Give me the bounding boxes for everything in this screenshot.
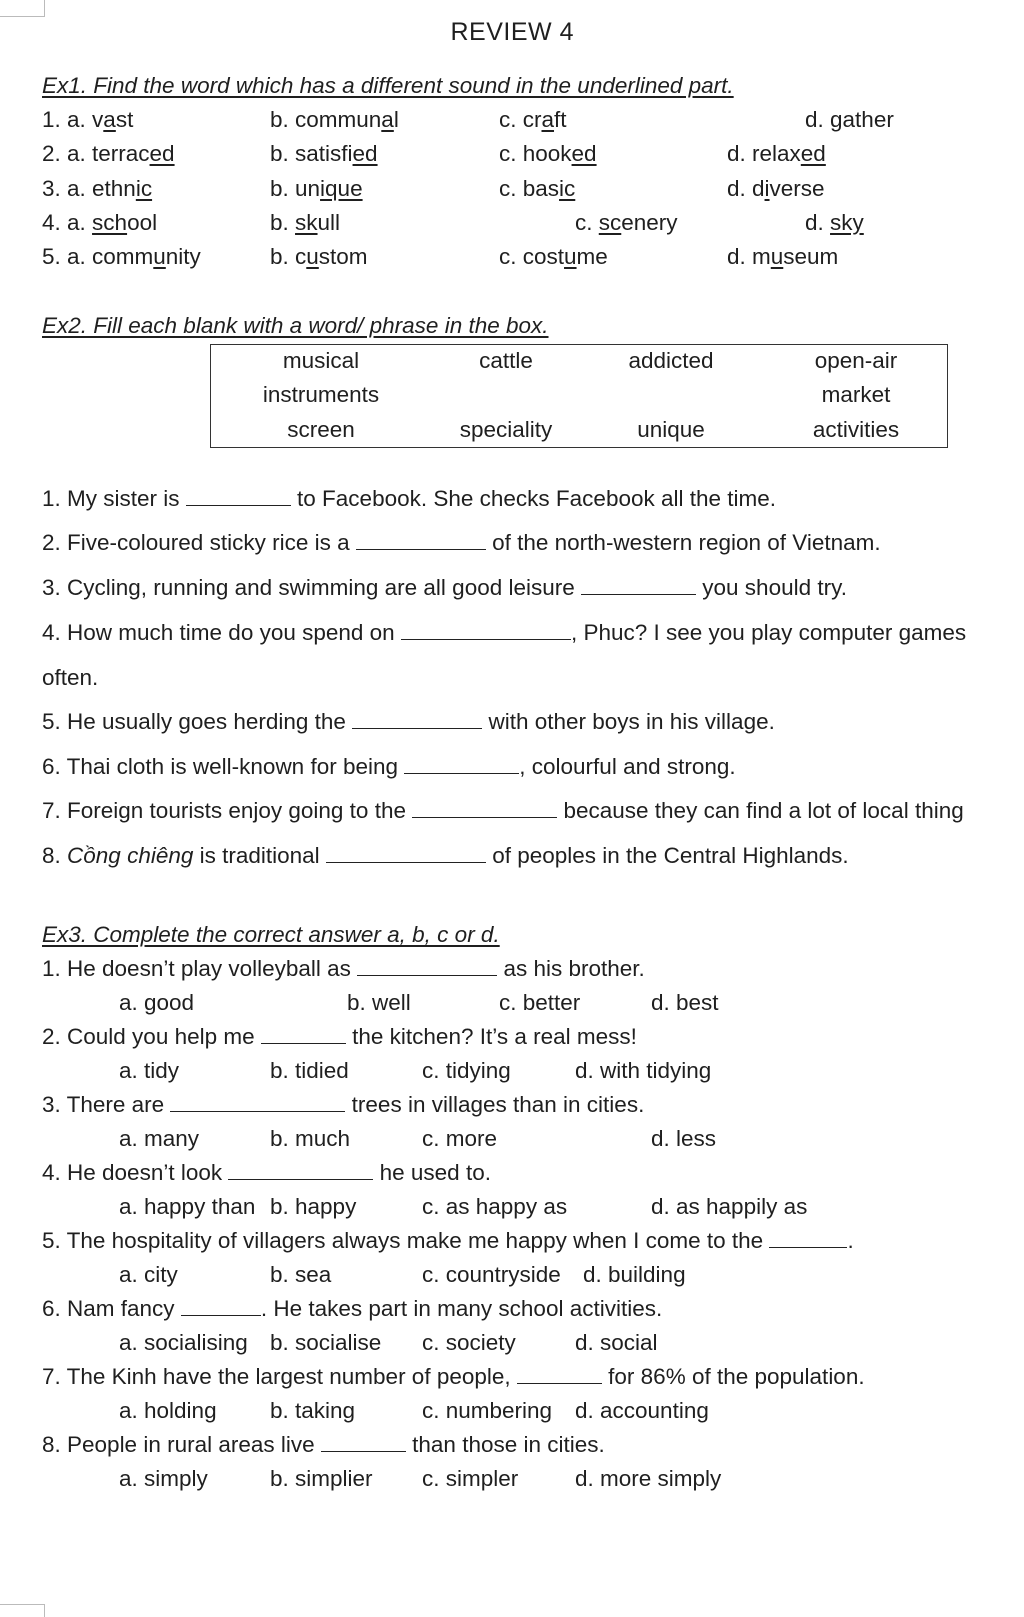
ex3-q7: 7. The Kinh have the largest number of people, for 86% of the population. [42,1364,865,1389]
answer-blank[interactable] [401,621,571,640]
answer-blank[interactable] [517,1365,602,1384]
answer-blank[interactable] [228,1161,373,1180]
ex2-item-1: 1. My sister is to Facebook. She checks Facebook all the time. [42,486,777,511]
ex3-q1-option-a[interactable]: a. good [119,990,195,1015]
answer-blank[interactable] [186,487,291,506]
ex3-q1-option-c[interactable]: c. better [499,990,581,1015]
ex1-q5-d: d. museum [727,244,839,269]
ex1-heading: Ex1. Find the word which has a different sound in the underlined part. [42,73,734,98]
ex3-q7-option-b[interactable]: b. taking [270,1398,356,1423]
ex2-item-5: 5. He usually goes herding the with other boys in his village. [42,709,775,734]
ex2-item-7: 7. Foreign tourists enjoy going to the because they can find a lot of local thing [42,798,964,823]
ex1-q5-a: 5. a. community [42,244,201,269]
answer-blank[interactable] [412,799,557,818]
ex2-item-6: 6. Thai cloth is well-known for being , colourful and strong. [42,754,736,779]
answer-blank[interactable] [352,710,482,729]
ex3-q2-option-c[interactable]: c. tidying [422,1058,511,1083]
word-box-instruments: instruments [262,382,380,407]
answer-blank[interactable] [404,755,519,774]
ex3-heading: Ex3. Complete the correct answer a, b, c or d. [42,922,500,947]
answer-blank[interactable] [581,576,696,595]
ex3-q8: 8. People in rural areas live than those in cities. [42,1432,605,1457]
page-title: REVIEW 4 [450,18,574,46]
ex1-q3-c: c. basic [499,176,576,201]
ex2-item-4: 4. How much time do you spend on , Phuc? I see you play computer games [42,620,967,645]
ex3-q1-option-d[interactable]: d. best [651,990,719,1015]
answer-blank[interactable] [356,531,486,550]
ex1-q1-c: c. craft [499,107,567,132]
ex3-q6: 6. Nam fancy . He takes part in many school activities. [42,1296,663,1321]
ex3-q8-option-b[interactable]: b. simplier [270,1466,373,1491]
ex1-q4-b: b. skull [270,210,341,235]
ex3-q5: 5. The hospitality of villagers always make me happy when I come to the . [42,1228,854,1253]
ex3-q3-option-b[interactable]: b. much [270,1126,351,1151]
ex3-q4-option-b[interactable]: b. happy [270,1194,357,1219]
ex3-q8-option-c[interactable]: c. simpler [422,1466,519,1491]
ex3-q8-option-a[interactable]: a. simply [119,1466,208,1491]
ex1-q4-d: d. sky [805,210,864,235]
ex3-q7-option-c[interactable]: c. numbering [422,1398,553,1423]
ex3-q2: 2. Could you help me the kitchen? It’s a real mess! [42,1024,637,1049]
answer-blank[interactable] [769,1229,847,1248]
answer-blank[interactable] [261,1025,346,1044]
answer-blank[interactable] [181,1297,261,1316]
ex3-q3-option-c[interactable]: c. more [422,1126,498,1151]
ex1-q1-d: d. gather [805,107,894,132]
ex3-q4-option-c[interactable]: c. as happy as [422,1194,568,1219]
ex1-q4-a: 4. a. school [42,210,158,235]
ex3-q3-option-d[interactable]: d. less [651,1126,717,1151]
word-box-activities: activities [812,417,900,442]
ex3-q4-option-d[interactable]: d. as happily as [651,1194,808,1219]
word-box [210,344,948,448]
ex3-q5-option-b[interactable]: b. sea [270,1262,332,1287]
word-box-screen: screen [287,417,355,442]
word-box-market: market [821,382,891,407]
ex3-q1: 1. He doesn’t play volleyball as as his brother. [42,956,645,981]
ex3-q6-option-b[interactable]: b. socialise [270,1330,382,1355]
ex1-q1-b: b. communal [270,107,399,132]
word-box-speciality: speciality [459,417,553,442]
ex3-q6-option-c[interactable]: c. society [422,1330,516,1355]
ex3-q2-option-b[interactable]: b. tidied [270,1058,349,1083]
ex3-q7-option-a[interactable]: a. holding [119,1398,217,1423]
ex1-q3-b: b. unique [270,176,363,201]
ex3-q2-option-d[interactable]: d. with tidying [575,1058,712,1083]
ex3-q4: 4. He doesn’t look he used to. [42,1160,491,1185]
answer-blank[interactable] [326,844,486,863]
ex1-q5-b: b. custom [270,244,368,269]
scan-corner-top-left [0,0,45,17]
ex2-item-3: 3. Cycling, running and swimming are all good leisure you should try. [42,575,847,600]
ex1-q2-b: b. satisfied [270,141,378,166]
ex3-q4-option-a[interactable]: a. happy than [119,1194,256,1219]
word-box-addicted: addicted [628,348,714,373]
ex1-q4-c: c. scenery [575,210,678,235]
ex3-q8-option-d[interactable]: d. more simply [575,1466,722,1491]
ex3-q6-option-d[interactable]: d. social [575,1330,658,1355]
ex3-q7-option-d[interactable]: d. accounting [575,1398,709,1423]
word-box-cattle: cattle [479,348,533,373]
word-box-unique: unique [637,417,705,442]
ex3-q1-option-b[interactable]: b. well [347,990,411,1015]
ex1-q3-d: d. diverse [727,176,825,201]
word-box-open-air: open-air [814,348,898,373]
ex3-q3-option-a[interactable]: a. many [119,1126,200,1151]
ex3-q2-option-a[interactable]: a. tidy [119,1058,180,1083]
ex1-q2-c: c. hooked [499,141,597,166]
ex2-item-2: 2. Five-coloured sticky rice is a of the north-western region of Vietnam. [42,530,881,555]
ex1-q2-d: d. relaxed [727,141,826,166]
ex1-q3-a: 3. a. ethnic [42,176,153,201]
ex3-q5-option-a[interactable]: a. city [119,1262,178,1287]
ex2-heading: Ex2. Fill each blank with a word/ phrase in the box. [42,313,549,338]
ex2-item-8: 8. Cồng chiêng is traditional of peoples in the Central Highlands. [42,843,849,868]
word-box-musical: musical [282,348,360,373]
ex2-item-4-continued: often. [42,665,99,690]
ex1-q1-a: 1. a. vast [42,107,134,132]
scan-corner-bottom-left [0,1604,45,1617]
ex3-q6-option-a[interactable]: a. socialising [119,1330,248,1355]
answer-blank[interactable] [321,1433,406,1452]
ex1-q5-c: c. costume [499,244,608,269]
ex1-q2-a: 2. a. terraced [42,141,175,166]
ex3-q3: 3. There are trees in villages than in cities. [42,1092,645,1117]
answer-blank[interactable] [170,1093,345,1112]
ex3-q5-option-d[interactable]: d. building [583,1262,686,1287]
answer-blank[interactable] [357,957,497,976]
ex3-q5-option-c[interactable]: c. countryside [422,1262,561,1287]
